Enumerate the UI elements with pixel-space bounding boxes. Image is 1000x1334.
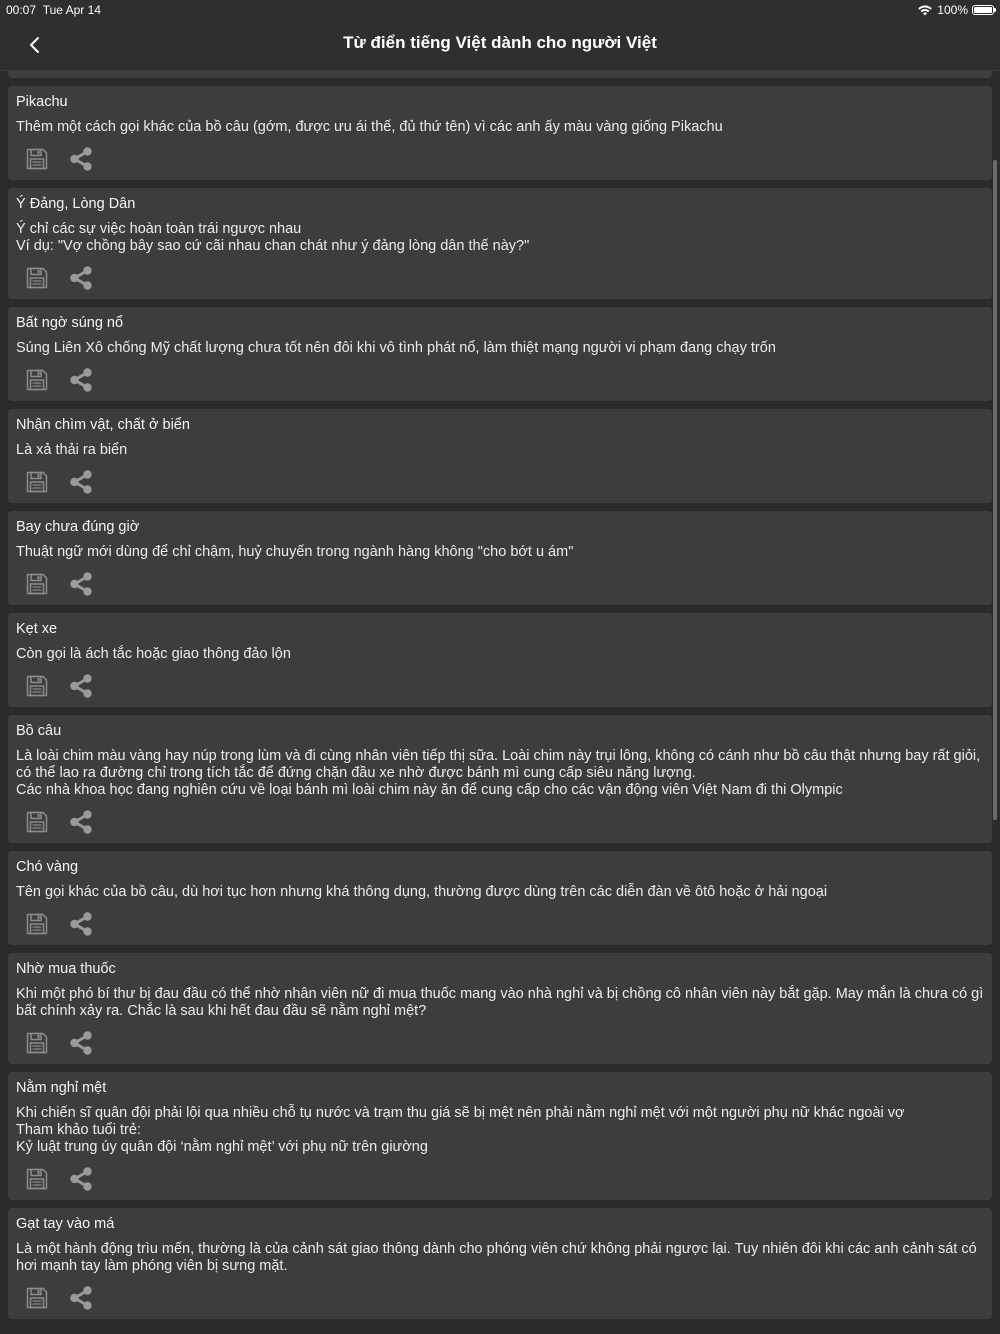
save-icon [25,674,49,698]
share-icon [68,1166,94,1192]
entry-actions [16,367,984,393]
entry-definition: Thuật ngữ mới dùng để chỉ chậm, huỷ chuyến trong ngành hàng không "cho bớt u ám" [16,544,574,560]
share-button[interactable] [68,1285,94,1311]
share-button[interactable] [68,265,94,291]
entry-definition: Khi chiến sĩ quân đội phải lội qua nhiều chỗ tụ nước và trạm thu giá sẽ bị mệt nên phải nằm nghỉ mệt với một người phụ nữ khác ngoài vợ Tham khảo tuổi trẻ: Kỷ luật trung úy quân đội ‘nằm nghỉ mệt’ với phụ nữ trên giường [16,1105,905,1155]
share-icon [68,911,94,937]
entry-definition: Còn gọi là ách tắc hoặc giao thông đảo lộn [16,646,291,662]
share-button[interactable] [68,1030,94,1056]
entry-actions [16,146,984,172]
share-button[interactable] [68,367,94,393]
entry-actions [16,809,984,835]
status-time [6,3,101,17]
entry-actions [16,265,984,291]
share-button[interactable] [68,809,94,835]
entry-card [8,953,992,1064]
save-button[interactable] [24,673,50,699]
entry-term: Kẹt xe [16,621,58,637]
save-button[interactable] [24,265,50,291]
entry-cards [8,86,992,1319]
entry-card [8,409,992,503]
entry-card [8,307,992,401]
save-button[interactable] [24,911,50,937]
share-button[interactable] [68,469,94,495]
entry-card [8,613,992,707]
save-icon [25,572,49,596]
share-icon [68,265,94,291]
share-icon [68,571,94,597]
entry-actions [16,469,984,495]
entry-term: Pikachu [16,94,68,110]
entry-definition: Súng Liên Xô chống Mỹ chất lượng chưa tốt nên đôi khi vô tình phát nổ, làm thiệt mạng người vi phạm đang chạy trốn [16,340,776,356]
entry-term: Nhờ mua thuốc [16,961,116,977]
entry-term: Bay chưa đúng giờ [16,519,140,535]
navigation-bar [0,20,1000,71]
share-icon [68,673,94,699]
share-icon [68,809,94,835]
share-icon [68,1030,94,1056]
entry-term: Nằm nghỉ mệt [16,1080,107,1096]
share-icon [68,469,94,495]
entry-list[interactable] [8,70,992,1334]
save-icon [25,470,49,494]
entry-card [8,188,992,299]
page-title: Từ điển tiếng Việt dành cho người Việt [343,33,657,52]
save-icon [25,1167,49,1191]
entry-actions [16,571,984,597]
share-button[interactable] [68,146,94,172]
save-icon [25,368,49,392]
entry-definition: Thêm một cách gọi khác của bồ câu (gớm, được ưu ái thế, đủ thứ tên) vì các anh ấy màu vàng giống Pikachu [16,119,723,135]
share-icon [68,1285,94,1311]
entry-term: Bồ câu [16,723,62,739]
entry-definition: Khi một phó bí thư bị đau đầu có thể nhờ nhân viên nữ đi mua thuốc mang vào nhà nghỉ và bị chồng cô nhân viên này bắt gặp. May mắn là chưa có gì bất chính xảy ra. Chắc là sau khi hết đau đầu sẽ nằm nghỉ mệt? [16,986,984,1019]
save-icon [25,147,49,171]
entry-card [8,851,992,945]
share-icon [68,146,94,172]
entry-term: Ý Đảng, Lòng Dân [16,196,136,212]
save-button[interactable] [24,1285,50,1311]
entry-definition: Ý chỉ các sự việc hoàn toàn trái ngược nhau Ví dụ: "Vợ chồng bây sao cứ cãi nhau chan chát như ý đảng lòng dân thế này?" [16,221,530,254]
share-button[interactable] [68,911,94,937]
previous-card-edge [8,70,992,78]
scrollbar[interactable] [993,160,997,820]
entry-actions [16,911,984,937]
entry-definition: Là một hành động trìu mến, thường là của cảnh sát giao thông dành cho phóng viên chứ không phải ngược lại. Tuy nhiên đôi khi các anh cảnh sát có hơi mạnh tay làm phóng viên bị sưng mặt. [16,1241,977,1274]
entry-definition: Tên gọi khác của bồ câu, dù hơi tục hơn nhưng khá thông dụng, thường được dùng trên các diễn đàn về ôtô hoặc ở hải ngoại [16,884,828,900]
entry-card [8,86,992,180]
save-icon [25,1031,49,1055]
entry-actions [16,673,984,699]
save-icon [25,1286,49,1310]
save-button[interactable] [24,367,50,393]
entry-card [8,1072,992,1200]
chevron-left-icon [28,36,42,54]
status-right [917,3,994,17]
status-bar [0,0,1000,20]
entry-term: Chó vàng [16,859,79,875]
entry-definition: Là loài chim màu vàng hay núp trong lùm và đi cùng nhân viên tiếp thị sữa. Loài chim này trụi lông, không có cánh như bồ câu thật nhưng bay rất giỏi, có thể lao ra đường chỉ trong tích tắc để đứng chặn đầu xe nhờ được bánh mì cung cấp siêu năng lượng. Các nhà khoa học đang nghiên cứu về loại bánh mì loài chim này ăn để cung cấp cho các vận động viên Việt Nam đi thi Olympic [16,748,981,798]
back-button[interactable] [20,30,50,60]
battery-icon [972,5,994,15]
save-button[interactable] [24,1030,50,1056]
entry-card [8,511,992,605]
share-button[interactable] [68,571,94,597]
save-button[interactable] [24,571,50,597]
share-button[interactable] [68,1166,94,1192]
battery-percent: 100% [937,3,968,17]
save-button[interactable] [24,469,50,495]
status-date: Tue Apr 14 [42,3,101,17]
status-clock: 00:07 [6,3,37,17]
entry-actions [16,1285,984,1311]
entry-actions [16,1030,984,1056]
save-icon [25,912,49,936]
entry-card [8,1208,992,1319]
save-icon [25,810,49,834]
save-button[interactable] [24,1166,50,1192]
entry-actions [16,1166,984,1192]
entry-term: Nhận chìm vật, chất ở biển [16,417,190,433]
entry-term: Bất ngờ súng nổ [16,315,124,331]
share-button[interactable] [68,673,94,699]
entry-card [8,715,992,843]
save-button[interactable] [24,809,50,835]
entry-definition: Là xả thải ra biển [16,442,128,458]
wifi-icon [917,4,933,16]
save-icon [25,266,49,290]
save-button[interactable] [24,146,50,172]
share-icon [68,367,94,393]
entry-term: Gạt tay vào má [16,1216,115,1232]
